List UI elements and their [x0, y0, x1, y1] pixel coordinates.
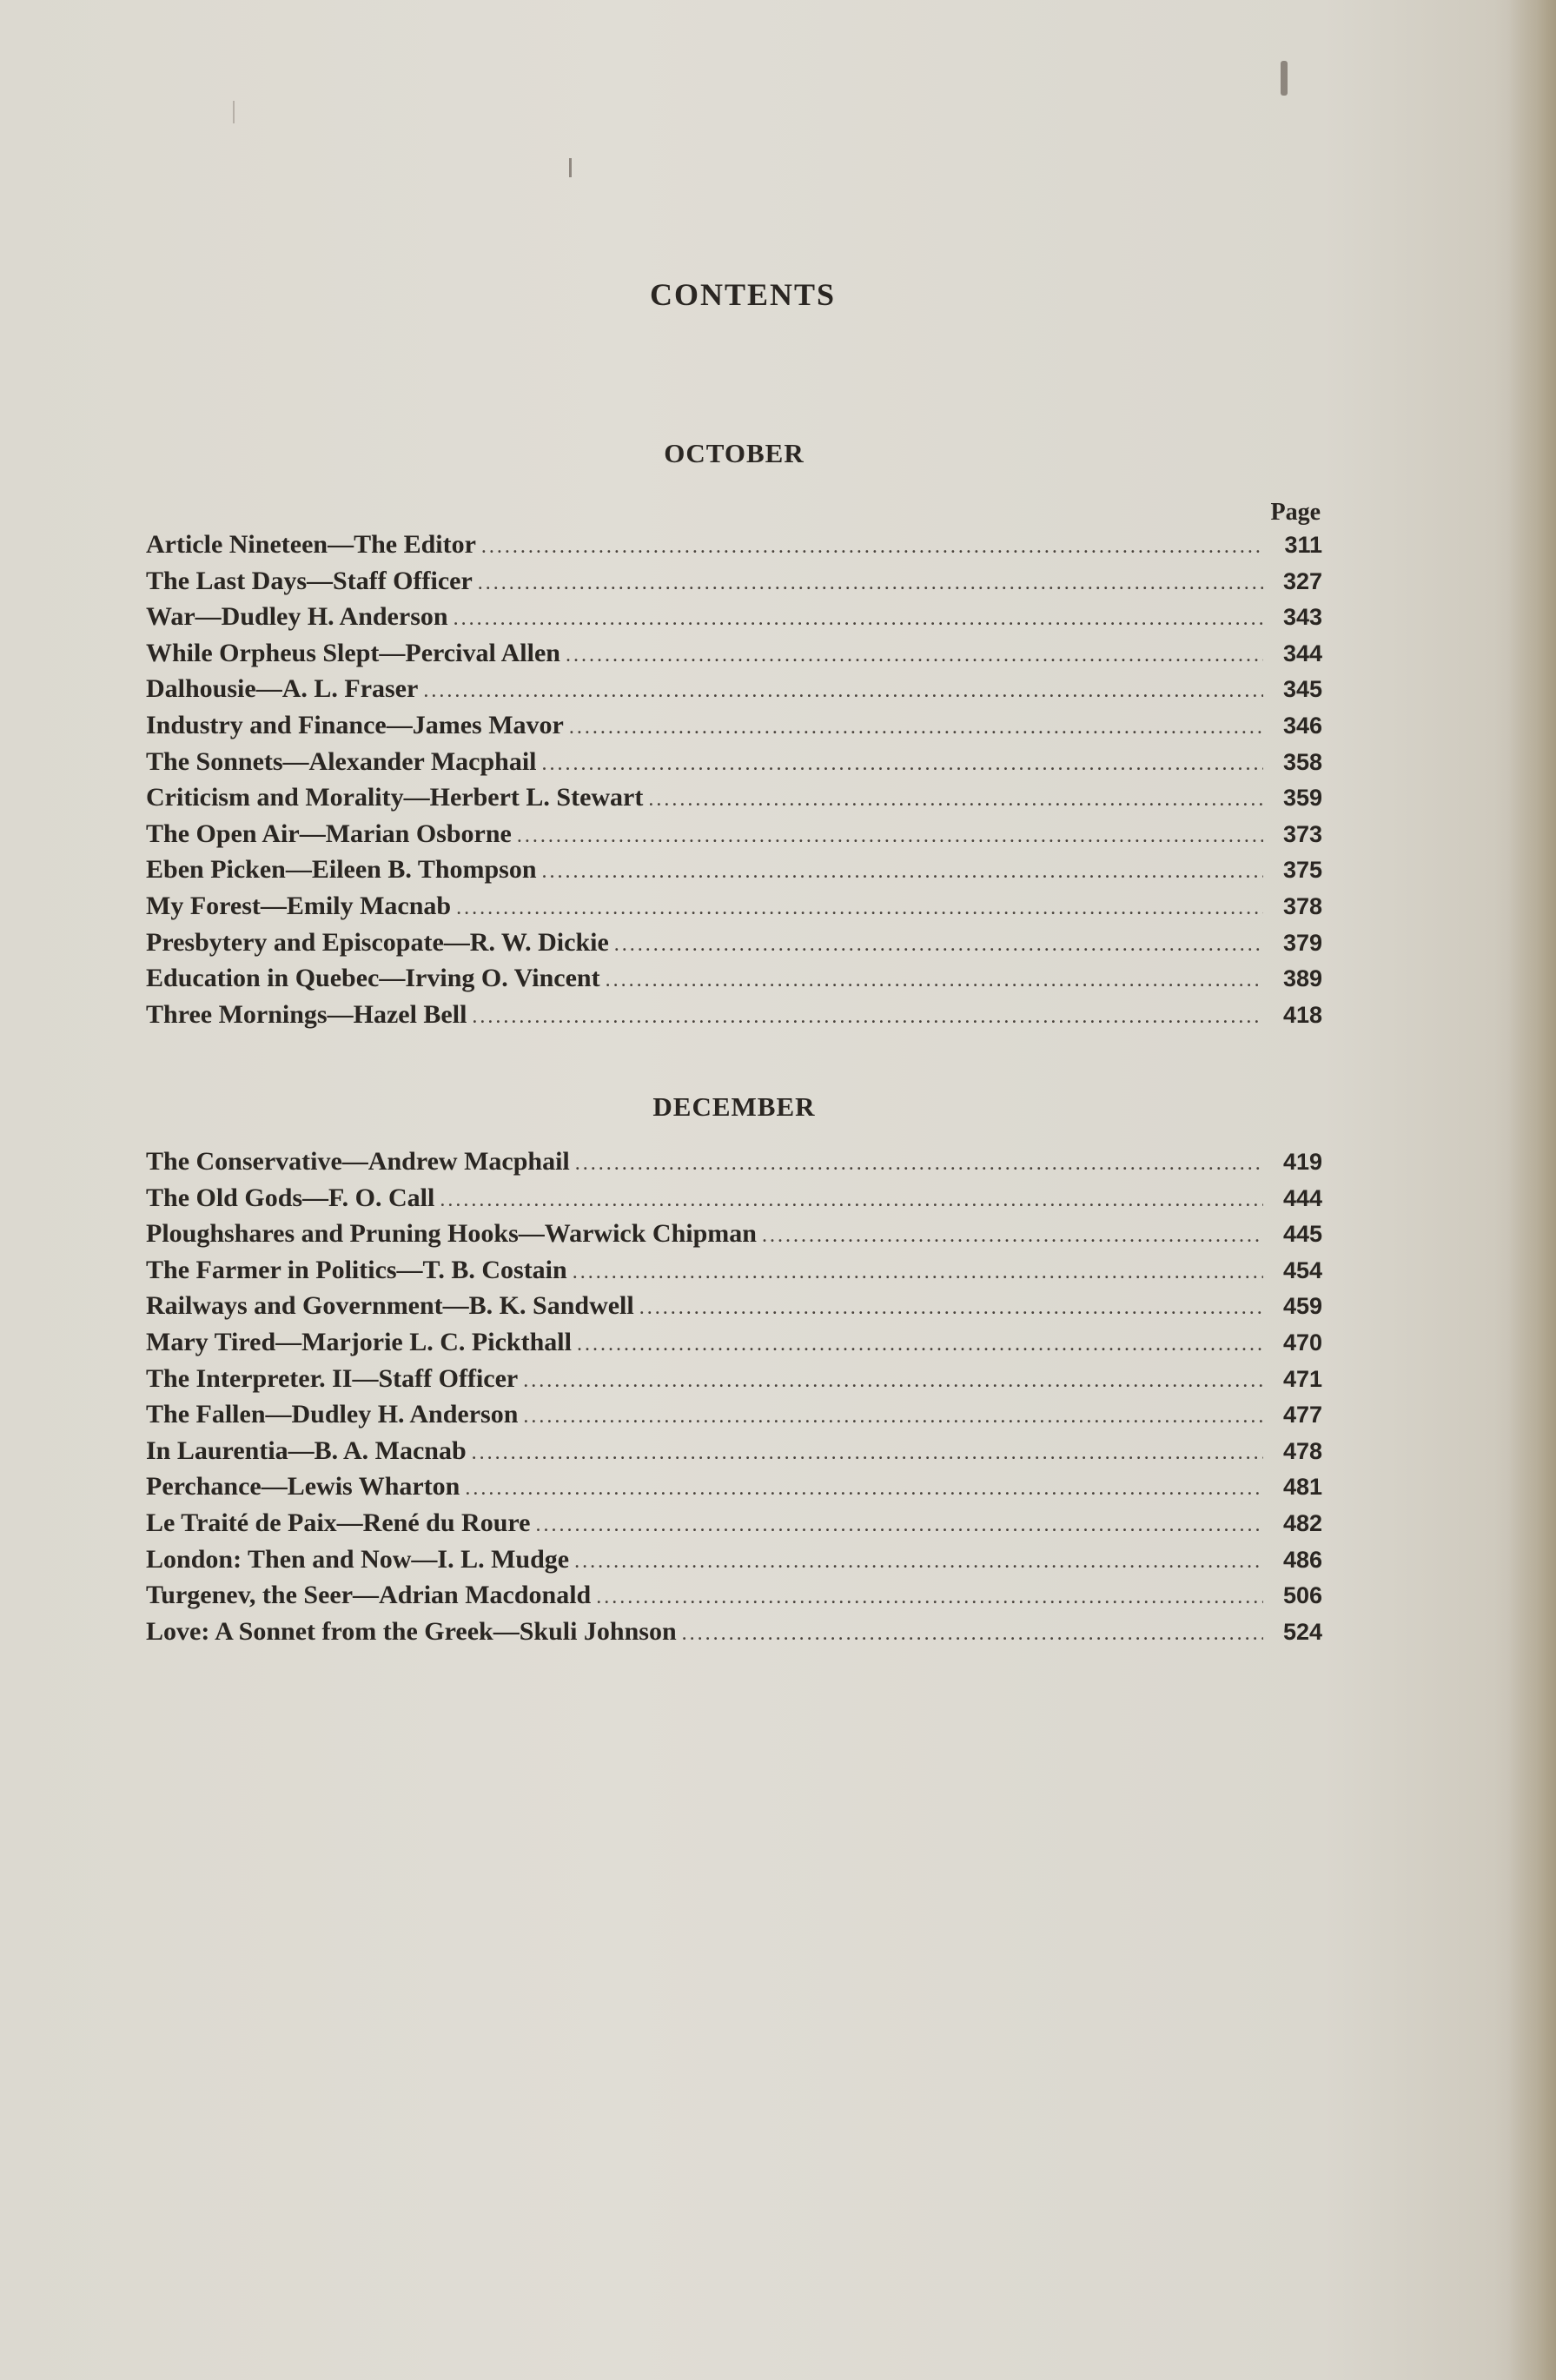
dot-leader — [648, 788, 1263, 812]
entry-page: 477 — [1282, 1402, 1322, 1429]
dot-leader — [535, 1514, 1263, 1537]
dot-leader — [423, 680, 1263, 703]
dot-leader — [472, 1442, 1263, 1465]
page-title: CONTENTS — [649, 277, 837, 312]
toc-entry — [146, 1617, 1322, 1654]
toc-entry — [146, 1000, 1322, 1037]
dot-leader — [517, 825, 1263, 848]
toc-entry — [146, 1545, 1322, 1581]
entry-page: 419 — [1282, 1149, 1322, 1175]
dot-leader — [606, 969, 1263, 992]
dot-leader — [566, 644, 1263, 667]
dot-leader — [577, 1333, 1263, 1356]
dot-leader — [481, 535, 1263, 559]
toc-entry — [146, 674, 1322, 711]
ink-speck — [1281, 61, 1288, 96]
dot-leader — [454, 607, 1263, 631]
toc-entry — [146, 855, 1322, 892]
dot-leader — [596, 1586, 1263, 1609]
toc-entry — [146, 711, 1322, 747]
entry-page: 379 — [1282, 929, 1322, 956]
entry-title: Criticism and Morality—Herbert L. Stewart — [146, 783, 644, 812]
entry-title: The Last Days—Staff Officer — [146, 566, 473, 595]
entry-title: Presbytery and Episcopate—R. W. Dickie — [146, 927, 609, 957]
entry-page: 343 — [1282, 604, 1322, 631]
december-toc — [146, 1147, 1322, 1653]
dot-leader — [614, 933, 1263, 957]
entry-title: Mary Tired—Marjorie L. C. Pickthall — [146, 1327, 572, 1356]
entry-title: Industry and Finance—James Mavor — [146, 710, 564, 739]
entry-title: The Farmer in Politics—T. B. Costain — [146, 1255, 567, 1284]
entry-title: Railways and Government—B. K. Sandwell — [146, 1291, 634, 1321]
entry-title: The Sonnets—Alexander Macphail — [146, 746, 537, 776]
entry-page: 359 — [1282, 785, 1322, 812]
entry-title: London: Then and Now—I. L. Mudge — [146, 1544, 570, 1574]
dot-leader — [569, 716, 1263, 739]
entry-page: 482 — [1282, 1509, 1322, 1536]
toc-entry — [146, 819, 1322, 856]
entry-page: 478 — [1282, 1437, 1322, 1464]
entry-page: 445 — [1282, 1221, 1322, 1248]
entry-page: 358 — [1282, 748, 1322, 775]
entry-title: Love: A Sonnet from the Greek—Skuli Johnson — [146, 1616, 677, 1646]
entry-title: Eben Picken—Eileen B. Thompson — [146, 855, 537, 885]
toc-entry — [146, 1508, 1322, 1545]
toc-entry — [146, 1400, 1322, 1436]
entry-page: 471 — [1282, 1365, 1322, 1392]
toc-entry — [146, 1256, 1322, 1292]
entry-title: War—Dudley H. Anderson — [146, 602, 448, 632]
toc-entry — [146, 1364, 1322, 1401]
dot-leader — [542, 860, 1263, 884]
entry-title: My Forest—Emily Macnab — [146, 891, 452, 920]
dot-leader — [542, 752, 1264, 776]
dot-leader — [639, 1296, 1263, 1320]
entry-title: Turgenev, the Seer—Adrian Macdonald — [146, 1581, 592, 1610]
toc-entry — [146, 1219, 1322, 1256]
toc-entry — [146, 602, 1322, 639]
toc-entry — [146, 783, 1322, 819]
entry-page: 327 — [1282, 567, 1322, 594]
toc-entry — [146, 1291, 1322, 1328]
dot-leader — [440, 1189, 1263, 1212]
entry-page: 346 — [1282, 712, 1322, 739]
toc-entry — [146, 964, 1322, 1000]
entry-page: 454 — [1282, 1256, 1322, 1283]
entry-title: The Open Air—Marian Osborne — [146, 819, 512, 848]
toc-entry — [146, 747, 1322, 784]
entry-page: 373 — [1282, 820, 1322, 847]
section-heading-october: OCTOBER — [664, 438, 804, 468]
entry-page: 524 — [1282, 1618, 1322, 1645]
entry-page: 344 — [1282, 640, 1322, 666]
entry-page: 378 — [1282, 892, 1322, 919]
entry-title: Article Nineteen—The Editor — [146, 530, 476, 559]
page-edge-shadow — [1508, 0, 1556, 2380]
entry-title: Three Mornings—Hazel Bell — [146, 999, 467, 1029]
entry-title: The Conservative—Andrew Macphail — [146, 1147, 570, 1176]
dot-leader — [573, 1261, 1263, 1284]
dot-leader — [456, 897, 1263, 920]
toc-entry — [146, 567, 1322, 603]
toc-entry — [146, 892, 1322, 928]
toc-entry — [146, 1147, 1322, 1183]
entry-page: 311 — [1284, 532, 1322, 558]
dot-leader — [472, 1005, 1263, 1029]
dot-leader — [465, 1477, 1263, 1501]
entry-title: The Interpreter. II—Staff Officer — [146, 1363, 519, 1393]
entry-page: 444 — [1282, 1184, 1322, 1211]
entry-page: 459 — [1282, 1293, 1322, 1320]
entry-page: 389 — [1282, 965, 1322, 992]
entry-page: 418 — [1282, 1001, 1322, 1028]
entry-page: 506 — [1282, 1582, 1322, 1609]
ink-speck — [233, 101, 235, 123]
section-heading-december: DECEMBER — [652, 1091, 816, 1122]
toc-entry — [146, 1328, 1322, 1364]
entry-page: 486 — [1282, 1546, 1322, 1573]
entry-page: 345 — [1282, 676, 1322, 703]
dot-leader — [523, 1405, 1263, 1429]
entry-title: The Fallen—Dudley H. Anderson — [146, 1400, 519, 1429]
toc-entry — [146, 1436, 1322, 1473]
entry-title: Education in Quebec—Irving O. Vincent — [146, 964, 600, 993]
entry-page: 481 — [1282, 1474, 1322, 1501]
dot-leader — [575, 1152, 1263, 1176]
entry-page: 375 — [1282, 857, 1322, 884]
dot-leader — [478, 572, 1263, 595]
dot-leader — [523, 1369, 1263, 1393]
toc-entry — [146, 1183, 1322, 1220]
toc-entry — [146, 1581, 1322, 1617]
entry-title: While Orpheus Slept—Percival Allen — [146, 638, 560, 667]
toc-entry — [146, 530, 1322, 567]
page-column-label: Page — [1270, 499, 1321, 526]
dot-leader — [762, 1224, 1263, 1248]
toc-entry — [146, 639, 1322, 675]
entry-title: In Laurentia—B. A. Macnab — [146, 1435, 467, 1465]
entry-page: 470 — [1282, 1329, 1322, 1356]
dot-leader — [682, 1622, 1263, 1646]
entry-title: Dalhousie—A. L. Fraser — [146, 674, 419, 704]
dot-leader — [574, 1550, 1263, 1574]
entry-title: The Old Gods—F. O. Call — [146, 1183, 435, 1212]
october-toc — [146, 530, 1322, 1036]
ink-speck — [569, 158, 572, 177]
entry-title: Le Traité de Paix—René du Roure — [146, 1508, 531, 1537]
entry-title: Perchance—Lewis Wharton — [146, 1472, 460, 1502]
toc-entry — [146, 928, 1322, 965]
entry-title: Ploughshares and Pruning Hooks—Warwick Chipman — [146, 1219, 757, 1249]
toc-entry — [146, 1472, 1322, 1508]
